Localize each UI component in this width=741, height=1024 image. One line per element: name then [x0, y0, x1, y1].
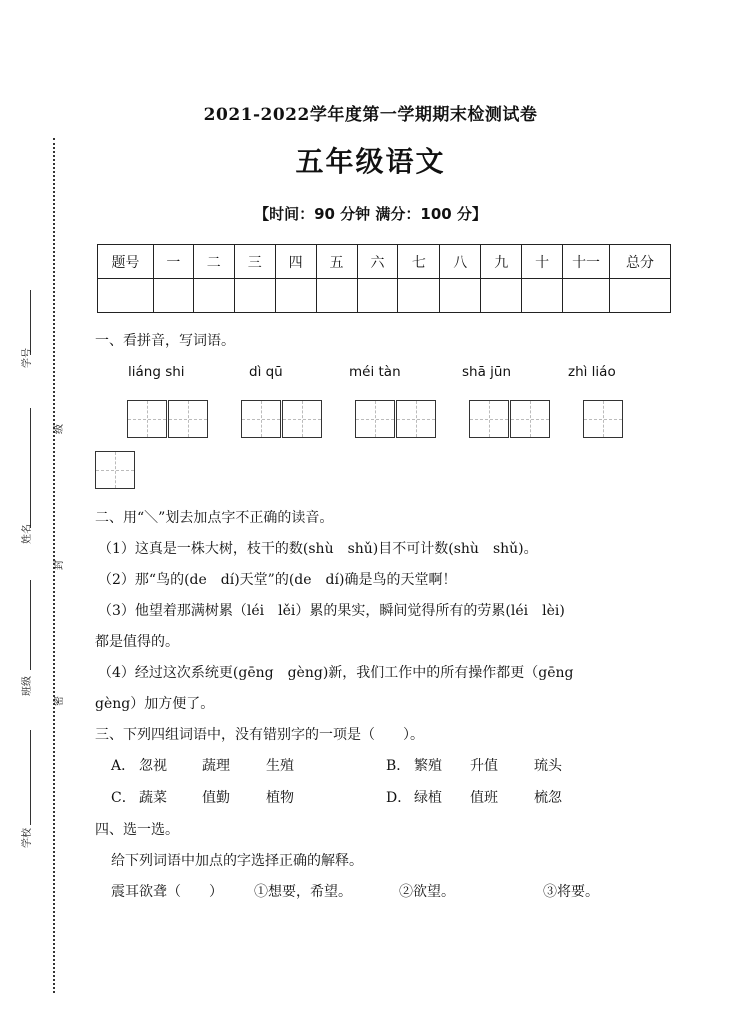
writing-grid-box[interactable]: [127, 400, 167, 438]
q3-option-b-word: 升值: [470, 758, 498, 774]
q2-item-4: （4）经过这次系统更(gēng gèng)新，我们工作中的所有操作都更（gēng: [98, 665, 574, 681]
q3-option-c-label: C．: [111, 790, 136, 806]
writing-grid-box[interactable]: [282, 400, 322, 438]
side-label-name: 姓名: [22, 524, 33, 544]
q3-option-c-word: 蔬菜: [139, 790, 167, 806]
q3-title: 三、下列四组词语中，没有错别字的一项是（ ）。: [95, 727, 424, 743]
score-cell[interactable]: [563, 279, 610, 313]
writing-grid-box[interactable]: [510, 400, 550, 438]
score-table: [97, 244, 671, 313]
table-header-cell: 二: [193, 245, 234, 279]
writing-grid-box[interactable]: [396, 400, 436, 438]
table-header-cell: 八: [440, 245, 481, 279]
table-header-cell: 六: [357, 245, 398, 279]
side-label-school: 学校: [22, 828, 33, 848]
q3-option-a-word: 生殖: [266, 758, 294, 774]
q4-choice-3: ③将要。: [543, 884, 599, 900]
score-cell[interactable]: [275, 279, 316, 313]
q2-item-2: （2）那“鸟的(de dí)天堂”的(de dí)确是鸟的天堂啊！: [98, 572, 457, 588]
writing-grid-box[interactable]: [241, 400, 281, 438]
q3-option-d-word: 值班: [470, 790, 498, 806]
score-cell[interactable]: [234, 279, 275, 313]
side-label-class: 班级: [22, 676, 33, 696]
q1-title: 一、看拼音，写词语。: [95, 333, 235, 349]
writing-grid-box[interactable]: [168, 400, 208, 438]
q3-option-b-word: 琉头: [534, 758, 562, 774]
side-label-seal-char: 封: [54, 560, 65, 570]
score-table-blank-row: [98, 279, 671, 313]
writing-grid-box[interactable]: [355, 400, 395, 438]
student-id-line: [30, 290, 31, 355]
pinyin-1: liáng shi: [128, 364, 185, 380]
writing-grid-box[interactable]: [95, 451, 135, 489]
pinyin-4: shā jūn: [462, 364, 512, 380]
q3-option-d-word: 绿植: [414, 790, 442, 806]
score-cell[interactable]: [610, 279, 671, 313]
score-cell[interactable]: [153, 279, 193, 313]
q2-item-3-cont: 都是值得的。: [95, 634, 179, 650]
pinyin-5: zhì liáo: [568, 364, 616, 380]
side-label-secret-char: 密: [54, 696, 65, 706]
table-header-cell: 三: [234, 245, 275, 279]
table-header-cell: 五: [316, 245, 357, 279]
score-cell[interactable]: [481, 279, 522, 313]
score-cell[interactable]: [193, 279, 234, 313]
table-header-cell: 十一: [563, 245, 610, 279]
q3-option-b-label: B．: [386, 758, 411, 774]
q3-option-c-word: 值勤: [202, 790, 230, 806]
class-line: [30, 580, 31, 670]
q4-choice-2: ②欲望。: [399, 884, 455, 900]
writing-grid-box[interactable]: [469, 400, 509, 438]
name-line: [30, 408, 31, 528]
q4-choice-1: ①想要，希望。: [254, 884, 352, 900]
score-table-header-row: [98, 245, 671, 279]
pinyin-2: dì qū: [249, 364, 283, 380]
subject-title: 五年级语文: [295, 145, 446, 178]
q3-option-b-word: 繁殖: [414, 758, 442, 774]
q4-item: 震耳欲聋（ ）: [111, 884, 223, 900]
writing-grid-box[interactable]: [583, 400, 623, 438]
table-header-cell: 四: [275, 245, 316, 279]
exam-title: 2021-2022学年度第一学期期末检测试卷: [203, 105, 538, 125]
score-cell[interactable]: [316, 279, 357, 313]
table-header-cell: 十: [522, 245, 563, 279]
school-line: [30, 730, 31, 825]
q3-option-d-label: D．: [386, 790, 412, 806]
score-cell[interactable]: [440, 279, 481, 313]
q2-title: 二、用“＼”划去加点字不正确的读音。: [95, 510, 334, 526]
score-cell[interactable]: [522, 279, 563, 313]
q4-instruction: 给下列词语中加点的字选择正确的解释。: [111, 853, 363, 869]
score-cell[interactable]: [98, 279, 154, 313]
table-header-cell: 一: [153, 245, 193, 279]
pinyin-3: méi tàn: [349, 364, 401, 380]
table-header-cell: 九: [481, 245, 522, 279]
q3-option-a-word: 蔬理: [202, 758, 230, 774]
score-cell[interactable]: [357, 279, 398, 313]
q2-item-3: （3）他望着那满树累（léi lěi）累的果实，瞬间觉得所有的劳累(léi lèi): [98, 603, 565, 619]
q2-item-4-cont: gèng）加方便了。: [95, 696, 215, 712]
q4-title: 四、选一选。: [95, 822, 179, 838]
q3-option-a-word: 忽视: [139, 758, 167, 774]
q3-option-c-word: 植物: [266, 790, 294, 806]
side-label-grade-char: 级: [54, 424, 65, 434]
q2-item-1: （1）这真是一株大树，枝干的数(shù shǔ)目不可计数(shù shǔ)。: [98, 541, 538, 557]
q3-option-a-label: A．: [111, 758, 136, 774]
score-cell[interactable]: [398, 279, 440, 313]
table-header-cell: 七: [398, 245, 440, 279]
q3-option-d-word: 梳忽: [534, 790, 562, 806]
time-score-info: 【时间：90 分钟 满分：100 分】: [254, 205, 487, 223]
table-header-cell: 题号: [98, 245, 154, 279]
side-label-student-id: 学号: [22, 348, 33, 368]
table-header-cell: 总分: [610, 245, 671, 279]
